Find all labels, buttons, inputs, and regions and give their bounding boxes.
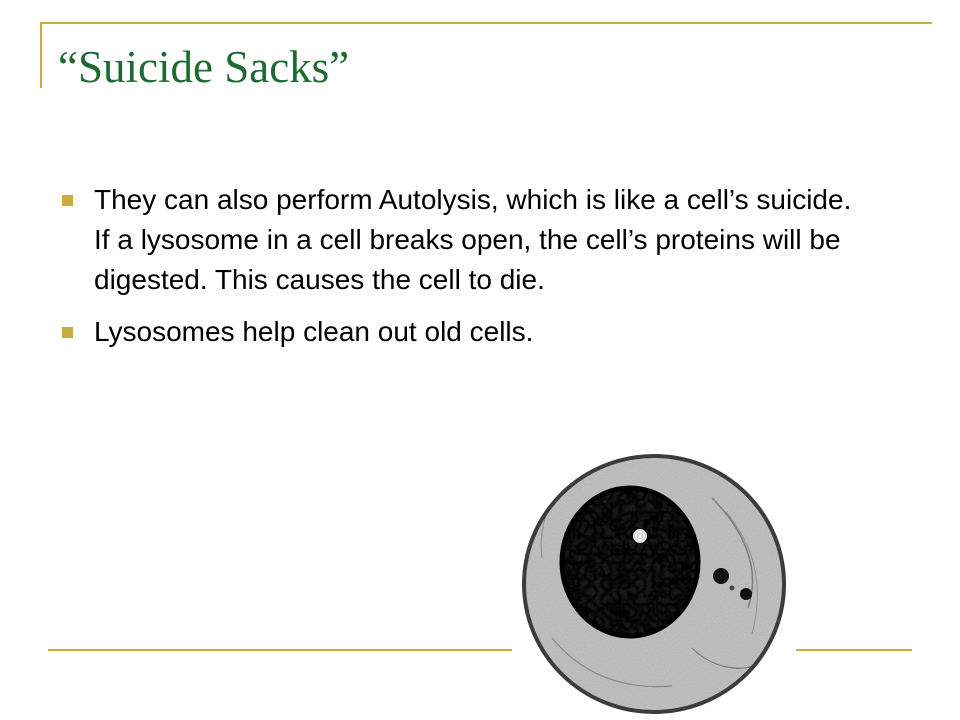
bottom-rule-left: [48, 649, 512, 651]
bottom-rule-right: [796, 649, 912, 651]
top-rule: [40, 22, 932, 24]
cell-micrograph-image: [512, 438, 796, 720]
slide-title: “Suicide Sacks”: [58, 42, 350, 92]
bullet-item: [62, 180, 922, 300]
bullet-list: [62, 180, 922, 364]
cell-micrograph-icon: [512, 438, 796, 720]
bullet-text: They can also perform Autolysis, which is like a cell’s suicide. If a lysosome in a cell breaks open, the cell’s proteins will be digested. This causes the cell to die.: [94, 184, 852, 295]
bullet-text: Lysosomes help clean out old cells.: [94, 316, 534, 347]
square-bullet-icon: [62, 327, 73, 338]
left-rule: [40, 22, 42, 88]
bullet-item: [62, 312, 922, 352]
square-bullet-icon: [62, 195, 73, 206]
